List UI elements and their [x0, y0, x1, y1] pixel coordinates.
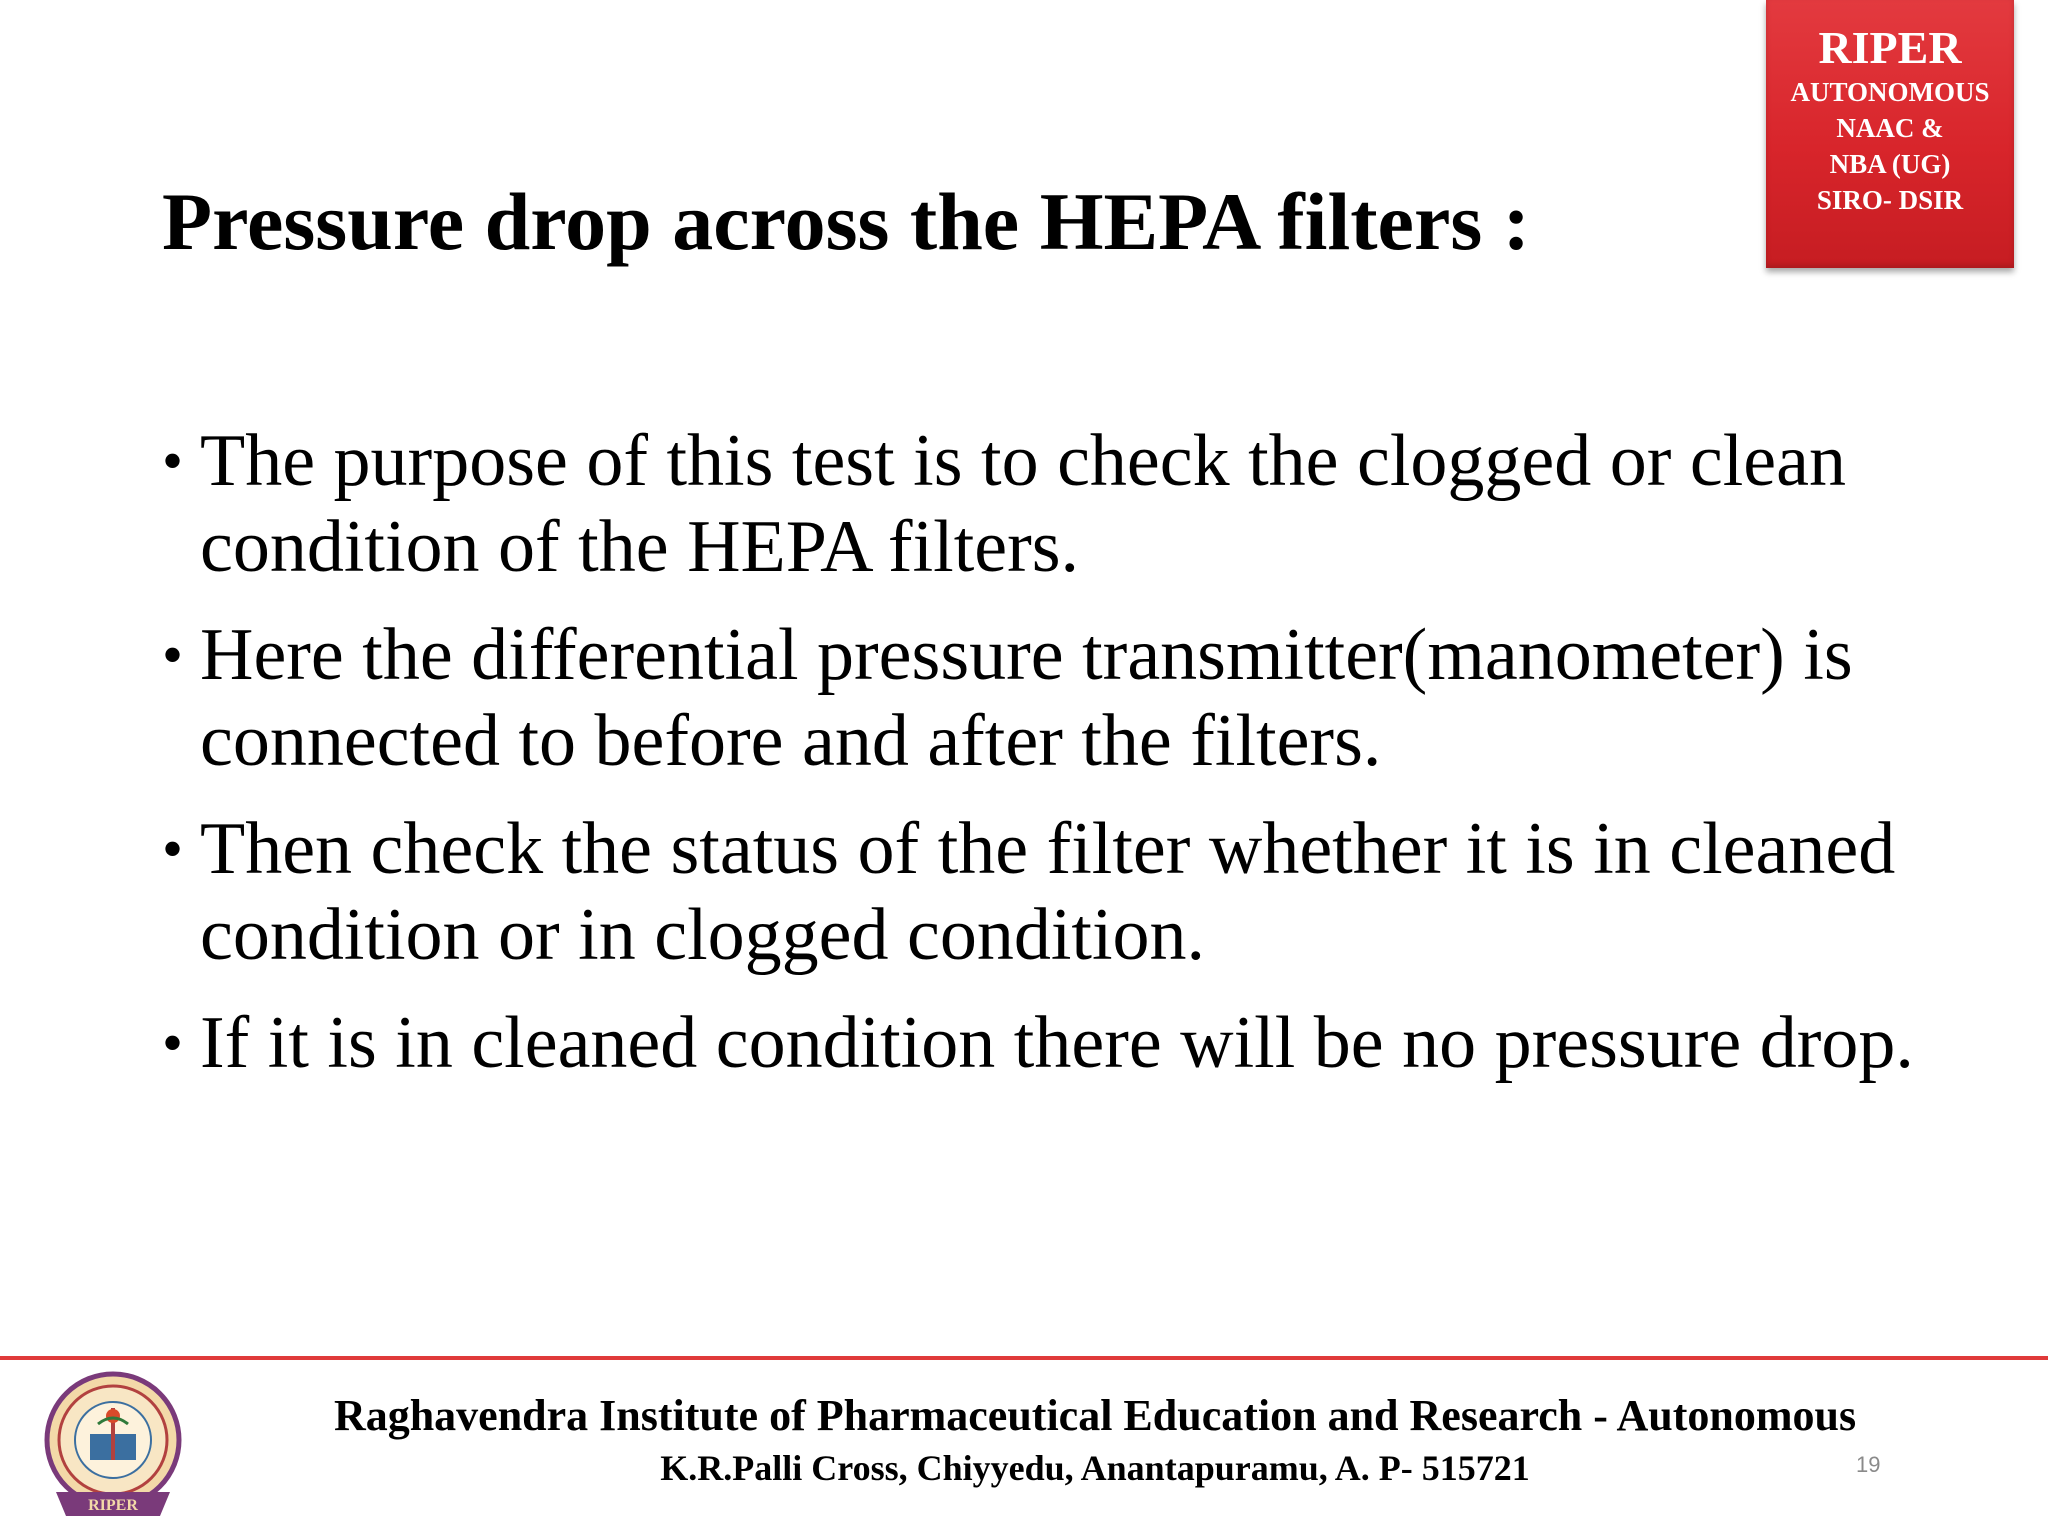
bullet-item — [162, 612, 1992, 784]
badge-line-autonomous: AUTONOMOUS — [1790, 77, 1990, 107]
bullet-list — [162, 418, 1992, 1108]
institute-name: Raghavendra Institute of Pharmaceutical Education and Research - Autonomous — [333, 1391, 1857, 1440]
bullet-text: Then check the status of the filter whether it is in cleaned condition or in clogged condition. — [200, 808, 1896, 976]
bullet-dot: • — [162, 428, 184, 494]
badge-line-nba: NBA (UG) — [1829, 149, 1951, 179]
institute-seal-icon — [38, 1368, 188, 1528]
footer-rule — [0, 1356, 2048, 1360]
bullet-dot: • — [162, 1010, 184, 1076]
slide-title: Pressure drop across the HEPA filters : — [162, 176, 1531, 267]
badge-line-siro: SIRO- DSIR — [1816, 185, 1964, 215]
riper-badge — [1766, 0, 2014, 268]
bullet-dot: • — [162, 816, 184, 882]
institute-address: K.R.Palli Cross, Chiyyedu, Anantapuramu, A. P- 515721 — [660, 1448, 1530, 1488]
bullet-item — [162, 806, 1992, 978]
badge-title: RIPER — [1818, 22, 1962, 73]
bullet-text: The purpose of this test is to check the clogged or clean condition of the HEPA filters. — [200, 420, 1846, 588]
bullet-item — [162, 418, 1992, 590]
bullet-text: If it is in cleaned condition there will be no pressure drop. — [200, 1002, 1914, 1084]
bullet-item — [162, 1000, 1992, 1086]
bullet-dot: • — [162, 622, 184, 688]
seal-ribbon-text: RIPER — [88, 1497, 138, 1514]
bullet-text: Here the differential pressure transmitter(manometer) is connected to before and after the filters. — [200, 614, 1853, 782]
badge-line-naac: NAAC & — [1836, 113, 1944, 143]
page-number: 19 — [1856, 1452, 1881, 1477]
